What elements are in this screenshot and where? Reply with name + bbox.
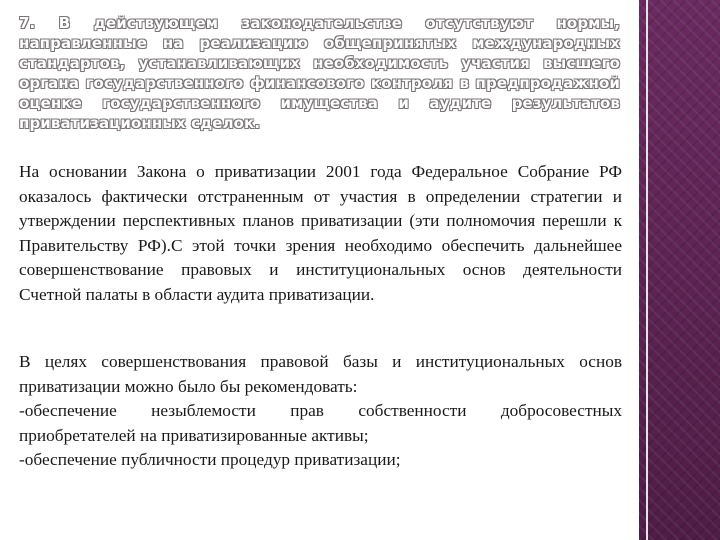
paragraph-privatization-law: На основании Закона о приватизации 2001 года Федеральное Собрание РФ оказалось фактически отстраненным от участия в определении стратегии и утверждении перспективных планов приватизации (эти полномочия перешли к Правительству РФ).С этой точки зрения необходимо обеспечить дальнейшее совершенствование правовых и институциональных основ деятельности Счетной палаты в области аудита приватизации. bbox=[19, 162, 622, 304]
recommendation-item-2: -обеспечение публичности процедур приватизации; bbox=[19, 450, 401, 469]
recommendation-item-1: -обеспечение незыблемости прав собственности добросовестных приобретателей на приватизированные активы; bbox=[19, 401, 622, 445]
slide-heading: 7. В действующем законодательстве отсутствуют нормы, направленные на реализацию общепринятых международных стандартов, устанавливающих необходимость участия высшего органа государственного финансового контроля в предпродажной оценке государственного имущества и аудите результатов приватизационных сделок. bbox=[19, 14, 620, 132]
side-panel-divider bbox=[646, 0, 648, 540]
recommendations-intro: В целях совершенствования правовой базы и институциональных основ приватизации можно было бы рекомендовать: bbox=[19, 352, 622, 396]
decorative-side-panel bbox=[639, 0, 720, 540]
recommendations-block bbox=[19, 350, 622, 473]
